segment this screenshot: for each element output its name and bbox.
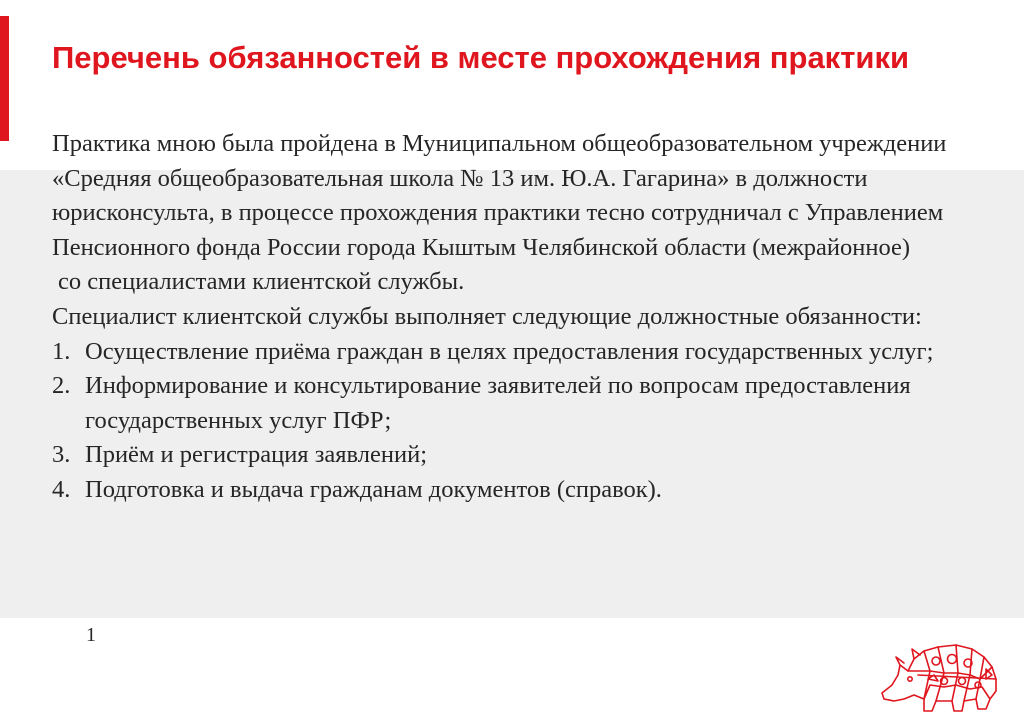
- duty-list: [52, 335, 992, 508]
- duty-number: 4.: [52, 475, 71, 503]
- footnote-marker: 1: [86, 624, 96, 646]
- duty-item: [52, 473, 992, 508]
- duty-text: Подготовка и выдача гражданам документов (справок).: [85, 475, 662, 503]
- duty-item: [52, 438, 992, 473]
- slide-body: [52, 127, 992, 508]
- duty-text: Информирование и консультирование заявителей по вопросам предоставления государственных услуг ПФР;: [85, 372, 911, 434]
- duties-lead: Специалист клиентской службы выполняет следующие должностные обязанности:: [52, 302, 922, 330]
- intro-tail: со специалистами клиентской службы.: [58, 268, 465, 296]
- duty-number: 2.: [52, 372, 71, 400]
- duty-number: 1.: [52, 337, 71, 365]
- duty-text: Осуществление приёма граждан в целях предоставления государственных услуг;: [85, 337, 934, 365]
- intro-paragraph: Практика мною была пройдена в Муниципальном общеобразовательном учреждении «Средняя общеобразовательная школа № 13 им. Ю.А. Гагарина» в должности юрисконсульта, в процессе прохождения практики тесно сотрудничал с Управлением Пенсионного фонда России города Кыштым Челябинской области (межрайонное): [52, 130, 947, 261]
- slide-title: Перечень обязанностей в месте прохождения практики: [52, 40, 910, 75]
- duty-item: [52, 335, 992, 370]
- duty-text: Приём и регистрация заявлений;: [85, 441, 428, 469]
- duty-number: 3.: [52, 441, 71, 469]
- duty-item: [52, 369, 992, 438]
- rhino-logo-icon: [878, 635, 1006, 715]
- accent-bar: [0, 16, 9, 141]
